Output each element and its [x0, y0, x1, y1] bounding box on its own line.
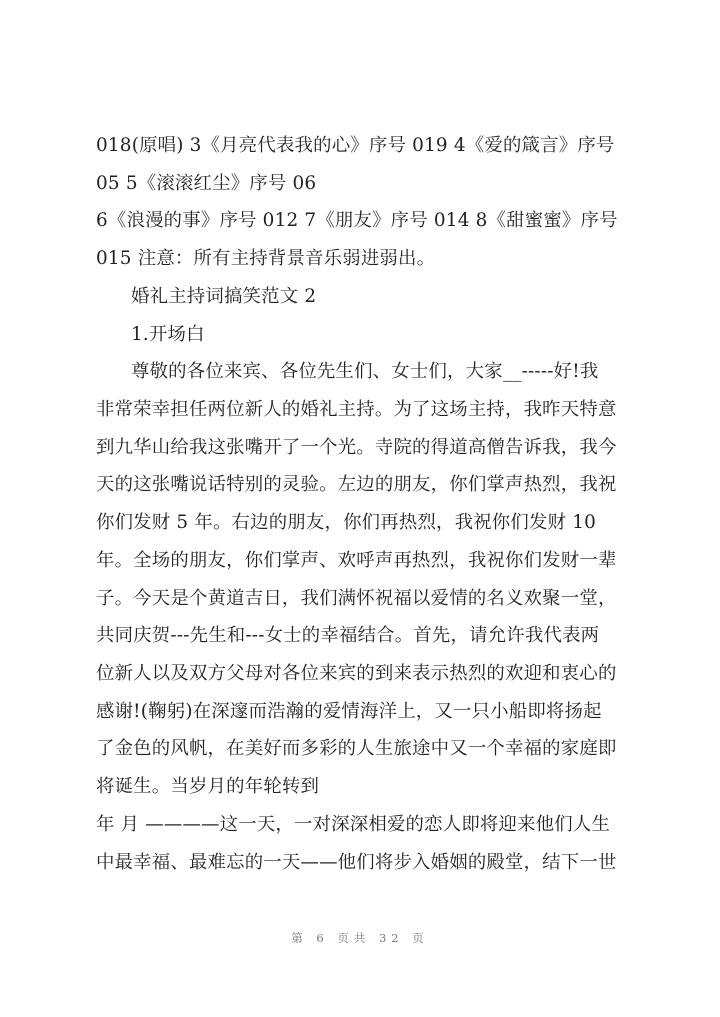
text-line: 位新人以及双方父母对各位来宾的到来表示热烈的欢迎和衷心的	[96, 663, 617, 684]
text-line: 了金色的风帆，在美好而多彩的人生旅途中又一个幸福的家庭即	[96, 738, 617, 759]
text-line: 015 注意：所有主持背景音乐弱进弱出。	[96, 248, 436, 269]
text-line: 非常荣幸担任两位新人的婚礼主持。为了这场主持，我昨天特意	[96, 399, 617, 420]
text-line: 感谢!(鞠躬)在深邃而浩瀚的爱情海洋上，又一只小船即将扬起	[96, 701, 602, 722]
text-line: 天的这张嘴说话特别的灵验。左边的朋友，你们掌声热烈，我祝	[96, 474, 617, 495]
text-line: 中最幸福、最难忘的一天——他们将步入婚姻的殿堂，结下一世	[96, 852, 617, 873]
text-line: 018(原唱) 3《月亮代表我的心》序号 019 4《爱的箴言》序号	[96, 135, 615, 156]
text-line: 共同庆贺---先生和---女士的幸福结合。首先，请允许我代表两	[96, 625, 600, 646]
paragraph-first-line: 尊敬的各位来宾、各位先生们、女士们，大家__-----好!我	[131, 361, 599, 382]
text-line: 年。全场的朋友，你们掌声、欢呼声再热烈，我祝你们发财一辈	[96, 550, 617, 571]
text-line: 6《浪漫的事》序号 012 7《朋友》序号 014 8《甜蜜蜜》序号	[96, 210, 618, 231]
section-heading: 婚礼主持词搞笑范文 2	[131, 286, 317, 307]
text-line: 你们发财 5 年。右边的朋友，你们再热烈，我祝你们发财 10	[96, 512, 597, 533]
subsection-heading: 1.开场白	[131, 324, 205, 345]
text-line: 子。今天是个黄道吉日，我们满怀祝福以爱情的名义欢聚一堂，	[96, 588, 617, 609]
text-line: 05 5《滚滚红尘》序号 06	[96, 173, 317, 194]
text-line: 年 月 ————这一天，一对深深相爱的恋人即将迎来他们人生	[96, 814, 611, 835]
text-line: 到九华山给我这张嘴开了一个光。寺院的得道高僧告诉我，我今	[96, 437, 617, 458]
text-line: 将诞生。当岁月的年轮转到	[96, 776, 320, 797]
page-number-footer: 第 6 页共 32 页	[291, 931, 429, 945]
